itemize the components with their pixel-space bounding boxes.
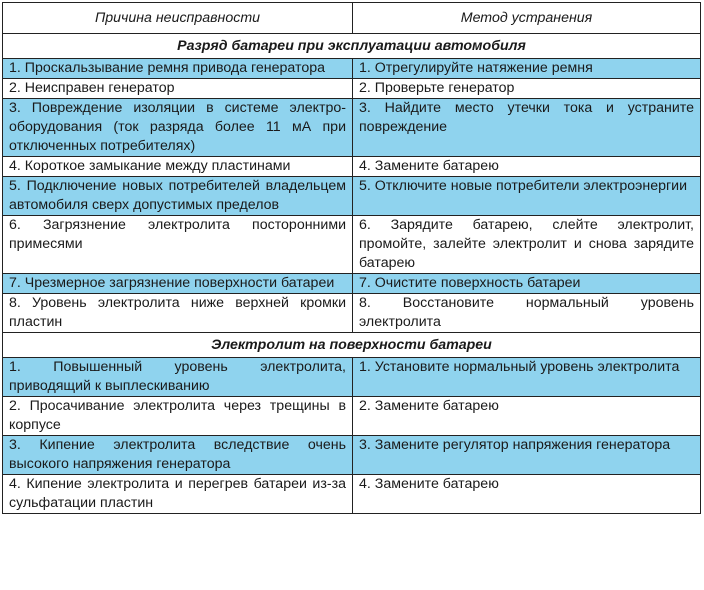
section-title: Электролит на поверхности батареи — [3, 333, 701, 358]
table-row — [3, 294, 701, 333]
remedy-text: 7. Очистите поверхность батареи — [359, 275, 581, 291]
remedy-cell — [353, 157, 701, 177]
remedy-text: 8. Восстановите нормальный уровень электролита — [359, 295, 694, 330]
remedy-text: 1. Установите нормальный уровень электролита — [359, 359, 680, 375]
cause-text: 5. Подключение новых потребителей владельцем автомобиля сверх допустимых пределов — [9, 178, 346, 213]
remedy-cell — [353, 397, 701, 436]
cause-text: 1. Проскальзывание ремня привода генератора — [9, 60, 326, 76]
remedy-text: 1. Отрегулируйте натяжение ремня — [359, 60, 593, 76]
remedy-cell — [353, 436, 701, 475]
remedy-cell — [353, 99, 701, 157]
table-row — [3, 358, 701, 397]
remedy-cell — [353, 216, 701, 274]
cause-cell — [3, 177, 353, 216]
cause-cell — [3, 475, 353, 514]
section-header-row — [3, 34, 701, 59]
remedy-text: 3. Найдите место утечки тока и устраните повреждение — [359, 100, 694, 135]
cause-cell — [3, 59, 353, 79]
header-cause: Причина неисправности — [3, 3, 353, 34]
remedy-text: 4. Замените батарею — [359, 158, 499, 174]
table-row — [3, 397, 701, 436]
remedy-cell — [353, 79, 701, 99]
cause-cell — [3, 436, 353, 475]
cause-text: 6. Загрязнение электролита посторонними примесями — [9, 217, 346, 252]
table-body — [3, 34, 701, 514]
table-row — [3, 99, 701, 157]
remedy-cell — [353, 274, 701, 294]
cause-cell — [3, 216, 353, 274]
cause-cell — [3, 157, 353, 177]
table-row — [3, 216, 701, 274]
table-row — [3, 177, 701, 216]
remedy-text: 2. Проверьте генератор — [359, 80, 515, 96]
cause-text: 4. Кипение электролита и перегрев батареи из-за сульфатации пластин — [9, 476, 346, 511]
remedy-cell — [353, 177, 701, 216]
section-header-row — [3, 333, 701, 358]
remedy-cell — [353, 59, 701, 79]
troubleshooting-table — [2, 2, 701, 514]
remedy-text: 4. Замените батарею — [359, 476, 499, 492]
cause-text: 4. Короткое замыкание между пластинами — [9, 158, 291, 174]
remedy-text: 6. Зарядите батарею, слейте электролит, промойте, залейте электролит и снова зарядите батарею — [359, 217, 694, 271]
remedy-cell — [353, 294, 701, 333]
table-row — [3, 436, 701, 475]
cause-cell — [3, 397, 353, 436]
remedy-cell — [353, 358, 701, 397]
remedy-text: 2. Замените батарею — [359, 398, 499, 414]
cause-text: 8. Уровень электролита ниже верхней кромки пластин — [9, 295, 346, 330]
cause-cell — [3, 274, 353, 294]
table-row — [3, 59, 701, 79]
header-remedy: Метод устранения — [353, 3, 701, 34]
cause-text: 2. Неисправен генератор — [9, 80, 175, 96]
cause-text: 3. Повреждение изоляции в системе электрооборудования (ток разряда более 11 мА при отключенных потребителях) — [9, 100, 346, 154]
table-row — [3, 157, 701, 177]
cause-cell — [3, 294, 353, 333]
table-header-row — [3, 3, 701, 34]
cause-text: 7. Чрезмерное загрязнение поверхности батареи — [9, 275, 335, 291]
remedy-text: 3. Замените регулятор напряжения генератора — [359, 437, 671, 453]
remedy-cell — [353, 475, 701, 514]
table-row — [3, 79, 701, 99]
cause-text: 2. Просачивание электролита через трещины в корпусе — [9, 398, 346, 433]
cause-cell — [3, 99, 353, 157]
cause-text: 1. Повышенный уровень электролита, приводящий к выплескиванию — [9, 359, 346, 394]
table-row — [3, 475, 701, 514]
table-row — [3, 274, 701, 294]
section-title: Разряд батареи при эксплуатации автомобиля — [3, 34, 701, 59]
cause-cell — [3, 358, 353, 397]
cause-cell — [3, 79, 353, 99]
remedy-text: 5. Отключите новые потребители электроэнергии — [359, 178, 688, 194]
cause-text: 3. Кипение электролита вследствие очень высокого напряжения генератора — [9, 437, 346, 472]
